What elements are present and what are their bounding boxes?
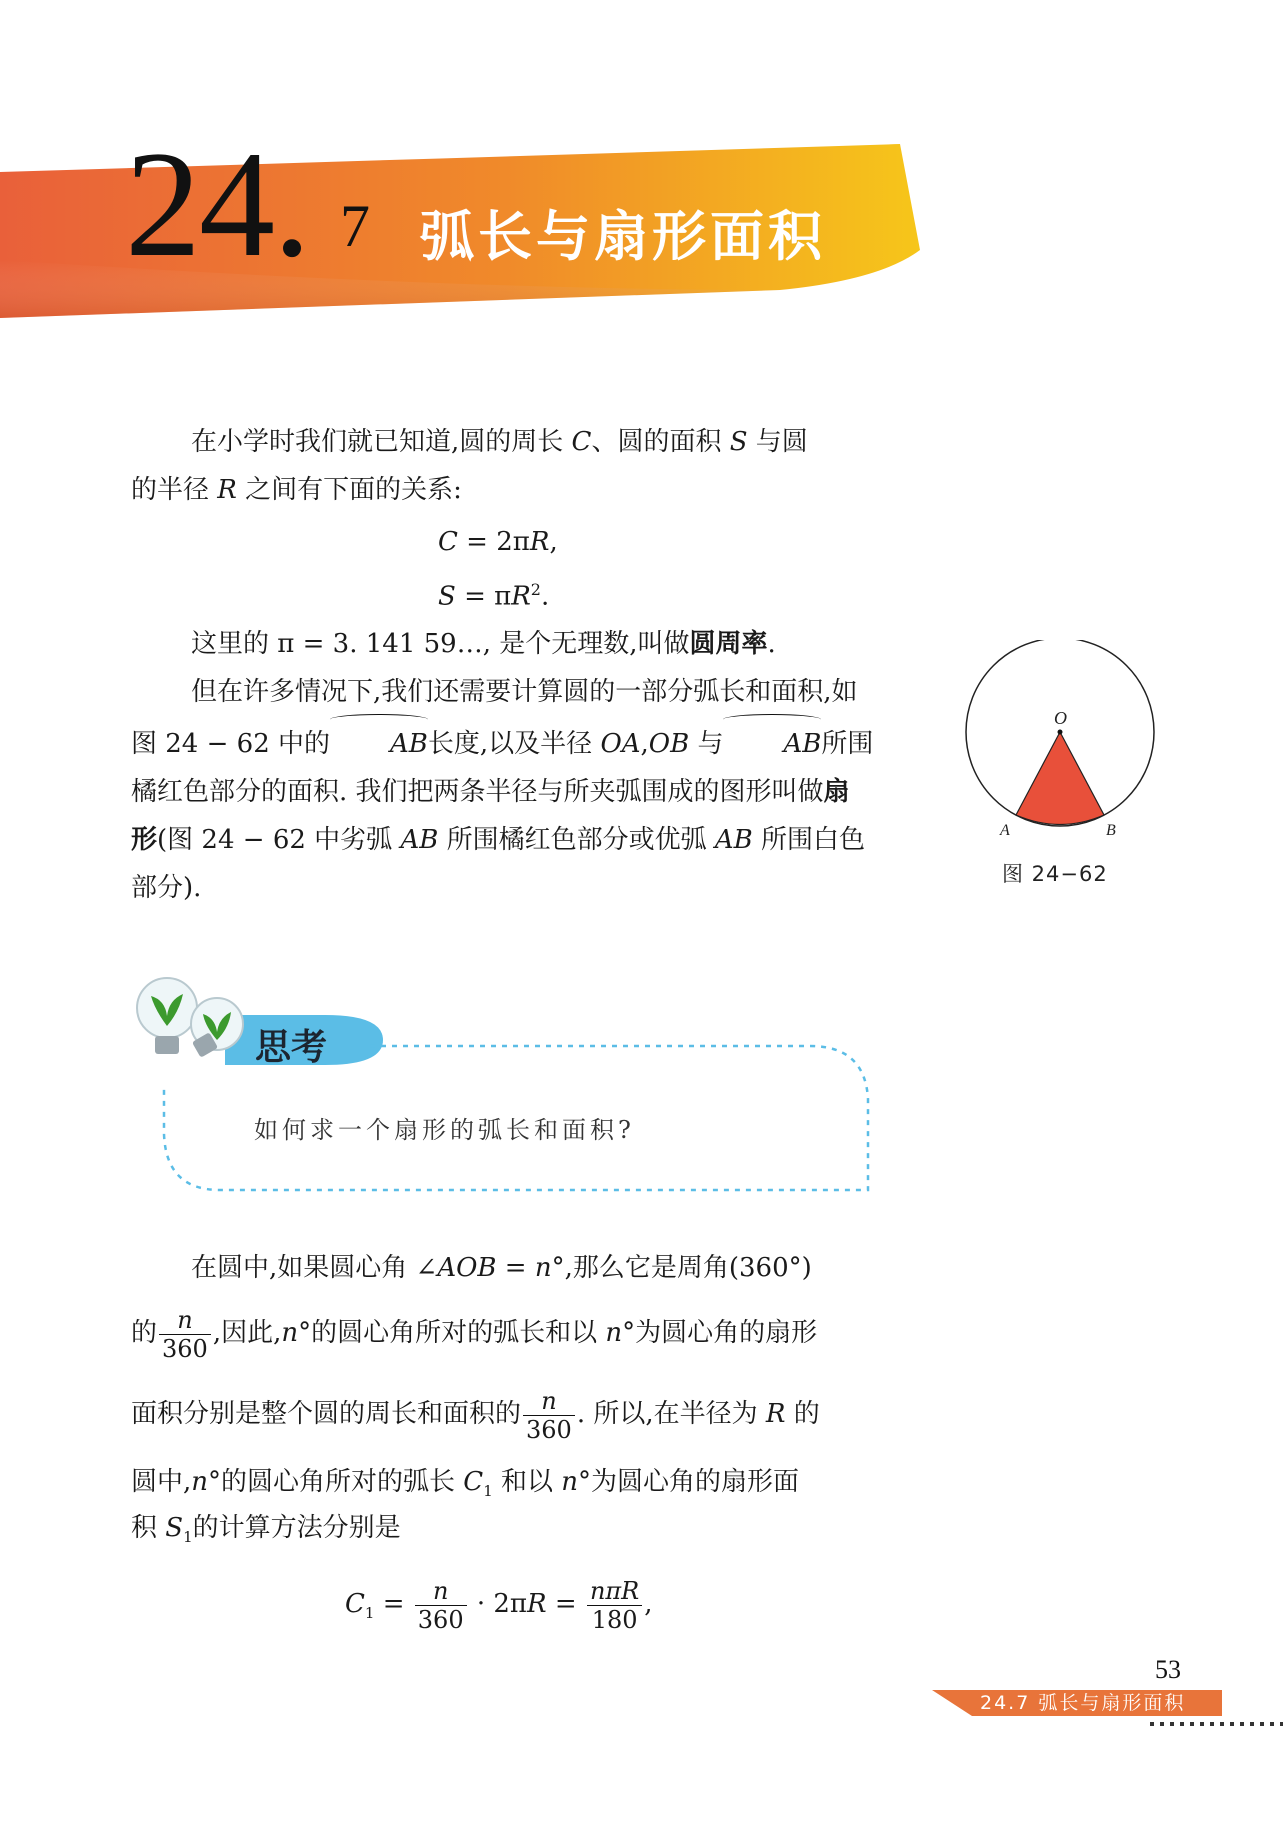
pi-definition: 这里的 π = 3. 141 59…, 是个无理数,叫做圆周率.: [191, 629, 776, 659]
chapter-number: 24.: [125, 120, 309, 288]
arc-ab-2: AB: [723, 716, 821, 768]
center-point: [1058, 730, 1063, 735]
section-number: 7: [340, 193, 370, 259]
area-formula: $S = \pi R^2$.: [438, 580, 550, 612]
main-paragraph-line5: 积 $S_1$的计算方法分别是: [131, 1513, 401, 1547]
figure-caption: 图 24−62: [1002, 862, 1108, 886]
fraction-n-360: $\frac{n}{360}$: [159, 1306, 211, 1363]
circumference-formula: C = 2πR,: [438, 527, 558, 557]
label-b: B: [1106, 822, 1116, 839]
arc-ab: AB: [330, 716, 428, 768]
main-paragraph-line1: 在圆中,如果圆心角 ∠AOB = n°,那么它是周角(360°): [191, 1253, 812, 1283]
think-question: 如何求一个扇形的弧长和面积?: [254, 1116, 635, 1144]
sector-figure: [960, 640, 1160, 850]
footer-section-label: 24.7 弧长与扇形面积: [980, 1692, 1186, 1714]
think-label: 思考: [255, 1027, 328, 1068]
section-title: 弧长与扇形面积: [420, 205, 826, 268]
intro-paragraph-line2: 的半径 R 之间有下面的关系:: [131, 475, 462, 505]
main-paragraph-line4: 圆中,n°的圆心角所对的弧长 $C_1$ 和以 n°为圆心角的扇形面: [131, 1467, 800, 1501]
label-a: A: [1000, 822, 1010, 839]
arc-length-formula: $C_1$ = $\frac{n}{360}$ · 2πR = $\frac{\text{nπR}}{180}$ ,: [345, 1576, 653, 1634]
sector-paragraph: 但在许多情况下,我们还需要计算圆的一部分弧长和面积,如图 24 − 62 中的 AB长度,以及半径 OA,OB 与 AB所围橘红色部分的面积. 我们把两条半径与所夹弧围成的图形叫做扇形(图 24 − 62 中劣弧 AB 所围橘红色部分或优弧 AB 所围白色部分).: [131, 677, 874, 903]
label-o: O: [1054, 708, 1067, 728]
sector-fill: [1016, 732, 1104, 825]
main-paragraph-line3: 面积分别是整个圆的周长和面积的 $\frac{n}{360}$ . 所以,在半径为 R 的: [131, 1386, 820, 1444]
main-paragraph-line2: 的 $\frac{n}{360}$ ,因此,n°的圆心角所对的弧长和以 n°为圆心角的扇形: [131, 1305, 818, 1363]
footer-dots: [1150, 1722, 1283, 1726]
fraction-n-360-2: $\frac{n}{360}$: [523, 1387, 575, 1444]
page-number: 53: [1155, 1655, 1181, 1684]
intro-paragraph: 在小学时我们就已知道,圆的周长 C、圆的面积 S 与圆: [191, 427, 808, 457]
